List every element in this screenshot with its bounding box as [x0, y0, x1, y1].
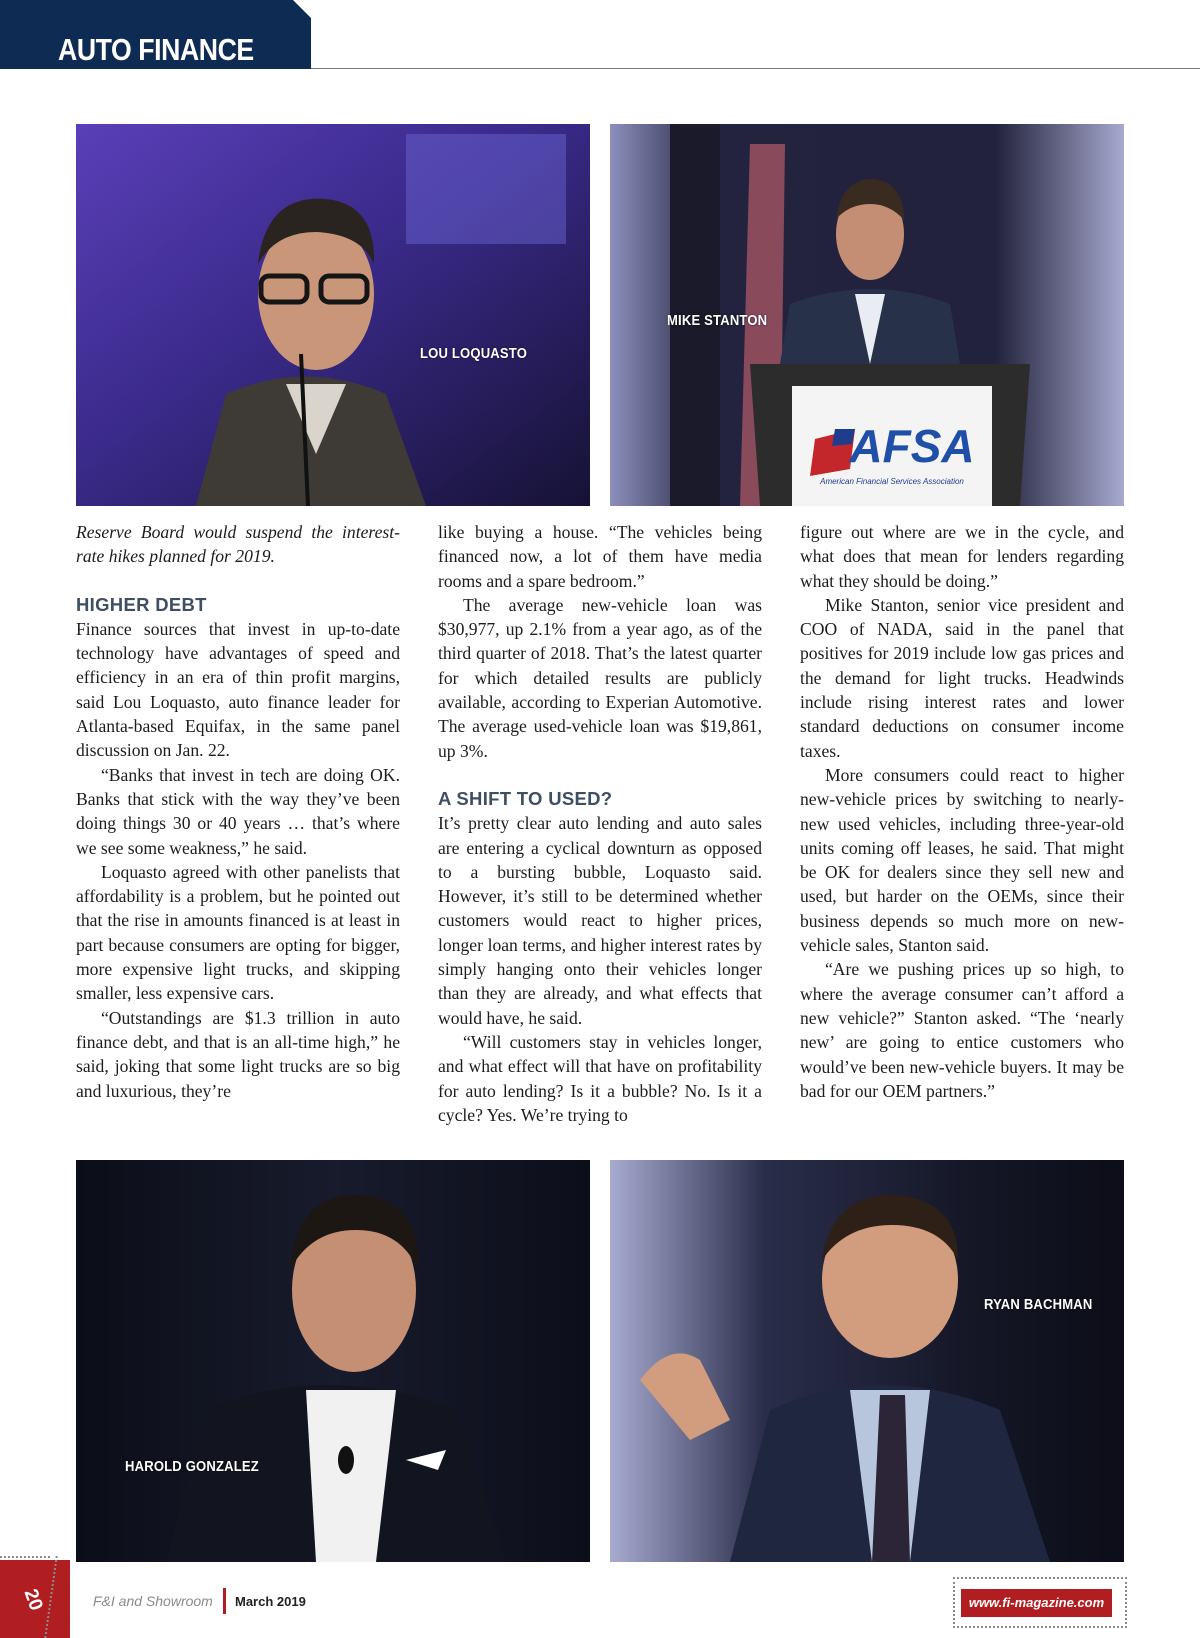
paragraph: “Are we pushing prices up so high, to where the average consumer can’t afford a new vehicle?” Stanton asked. “The ‘nearly new’ are going to entice customers who would’ve been new-vehicle buyers. It may be bad for our OEM partners.”	[800, 959, 1124, 1101]
footer-dotted-border	[0, 1556, 50, 1558]
section-title: AUTO FINANCE	[58, 32, 254, 67]
footer-divider	[223, 1588, 226, 1614]
article-column-3	[800, 520, 1124, 1103]
paragraph: figure out where are we in the cycle, and what does that mean for lenders regarding what they should be doing.”	[800, 522, 1124, 591]
photo-harold-gonzalez-image	[76, 1160, 590, 1562]
podium-logo: AFSA	[849, 420, 975, 472]
paragraph: “Banks that invest in tech are doing OK. Banks that stick with the way they’ve been doing things 30 or 40 years … that’s where we see some weakness,” he said.	[76, 764, 400, 858]
photo-lou-loquasto	[76, 124, 590, 506]
photo-ryan-bachman	[610, 1160, 1124, 1562]
magazine-name: F&I and Showroom	[93, 1593, 213, 1609]
paragraph: The average new-vehicle loan was $30,977, up 2.1% from a year ago, as of the third quarter of 2018. That’s the latest quarter for which detailed results are publicly available, according to Experian Automotive. The average used-vehicle loan was $19,861, up 3%.	[438, 594, 762, 761]
paragraph: “Outstandings are $1.3 trillion in auto finance debt, and that is an all-time high,” he said, joking that some light trucks are so big and luxurious, they’re	[76, 1007, 400, 1101]
article-lead: Reserve Board would suspend the interest-rate hikes planned for 2019.	[76, 522, 400, 567]
paragraph: Finance sources that invest in up-to-date technology have advantages of speed and efficiency in an era of thin profit margins, said Lou Loquasto, auto finance leader for Atlanta-based Equifax, in the same panel discussion on Jan. 22.	[76, 618, 400, 761]
paragraph: Mike Stanton, senior vice president and COO of NADA, said in the panel that positives for 2019 include low gas prices and the demand for light trucks. Headwinds include rising interest rates and lower standard deductions on consumer income taxes.	[800, 594, 1124, 761]
photo-mike-stanton	[610, 124, 1124, 506]
photo-lou-loquasto-image	[76, 124, 590, 506]
podium-tagline: American Financial Services Association	[820, 477, 964, 486]
page-number: 20	[19, 1586, 47, 1614]
header-rule	[311, 68, 1200, 69]
paragraph: “Will customers stay in vehicles longer, and what effect will that have on profitability for auto lending? Is it a bubble? No. Is it a cycle? Yes. We’re trying to	[438, 1031, 762, 1125]
paragraph: Loquasto agreed with other panelists that affordability is a problem, but he pointed out that the rise in amounts financed is at least in part because consumers are opting for bigger, more expensive light trucks, and skipping smaller, less expensive cars.	[76, 861, 400, 1004]
paragraph: It’s pretty clear auto lending and auto sales are entering a cyclical downturn as opposed to a bursting bubble, Loquasto said. However, it’s still to be determined whether customers would react to higher prices, longer loan terms, and higher interest rates by simply hanging onto their vehicles longer than they are already, and what effects that would have, he said.	[438, 813, 762, 1028]
subheading-shift-to-used: A SHIFT TO USED?	[438, 787, 613, 809]
magazine-url[interactable]: www.fi-magazine.com	[968, 1595, 1105, 1610]
photo-ryan-bachman-image	[610, 1160, 1124, 1562]
photo-caption: MIKE STANTON	[667, 313, 768, 329]
paragraph: More consumers could react to higher new-vehicle prices by switching to nearly-new used vehicles, including three-year-old units coming off leases, he said. That might be OK for dealers since they sell new and used, but harder on the OEMs, since their business depends so much more on new-vehicle sales, Stanton said.	[800, 764, 1124, 956]
subheading-higher-debt: HIGHER DEBT	[76, 593, 207, 615]
paragraph: like buying a house. “The vehicles being financed now, a lot of them have media rooms and a spare bedroom.”	[438, 522, 762, 591]
photo-harold-gonzalez	[76, 1160, 590, 1562]
issue-date: March 2019	[235, 1594, 306, 1609]
article-column-2	[438, 520, 762, 1127]
photo-caption: LOU LOQUASTO	[420, 346, 528, 362]
photo-caption: RYAN BACHMAN	[984, 1297, 1093, 1313]
article-column-1	[76, 520, 400, 1103]
photo-caption: HAROLD GONZALEZ	[125, 1459, 259, 1475]
